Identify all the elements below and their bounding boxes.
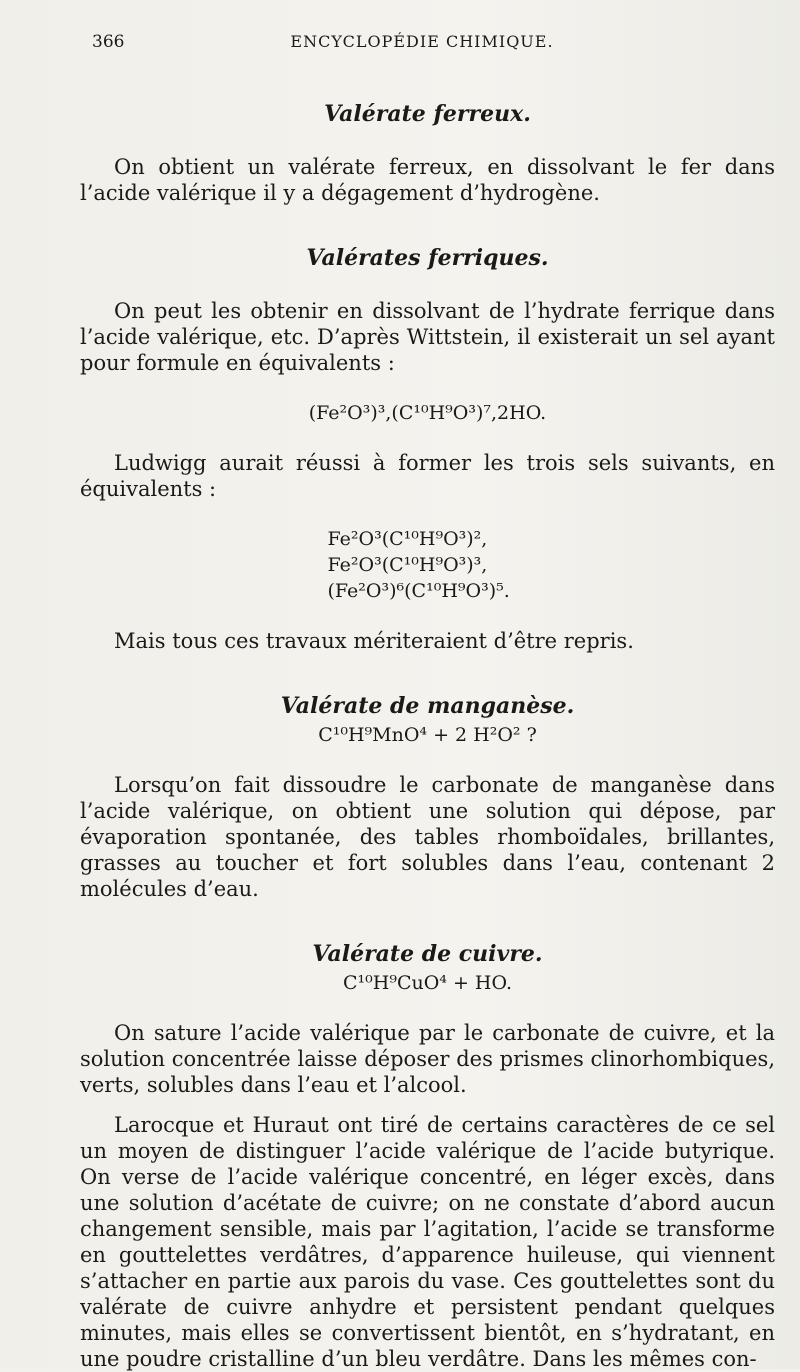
formula-ludwigg-2: Fe²O³(C¹⁰H⁹O³)³, bbox=[327, 554, 488, 576]
running-title: ENCYCLOPÉDIE CHIMIQUE. bbox=[290, 32, 554, 51]
section-title-valerate-ferreux: Valérate ferreux. bbox=[324, 101, 531, 127]
paragraph-repris: Mais tous ces travaux mériteraient d’être repris. bbox=[114, 629, 634, 653]
paragraph-ludwigg: Ludwigg aurait réussi à former les trois sels suivants, en équivalents : bbox=[80, 451, 775, 501]
section-title-valerates-ferriques: Valérates ferriques. bbox=[306, 245, 549, 271]
formula-ludwigg-1: Fe²O³(C¹⁰H⁹O³)², bbox=[327, 528, 488, 550]
formula-manganese: C¹⁰H⁹MnO⁴ + 2 H²O² ? bbox=[318, 724, 537, 746]
page-header bbox=[92, 32, 752, 58]
paragraph-cuivre-1: On sature l’acide valérique par le carbonate de cuivre, et la solution concentrée laisse déposer des prismes clinorhombiques, verts, solubles dans l’eau et l’alcool. bbox=[80, 1021, 775, 1097]
paragraph-ferreux: On obtient un valérate ferreux, en dissolvant le fer dans l’acide valérique il y a dégagement d’hydrogène. bbox=[80, 155, 775, 205]
formula-ludwigg-3: (Fe²O³)⁶(C¹⁰H⁹O³)⁵. bbox=[327, 580, 510, 602]
formula-cuivre: C¹⁰H⁹CuO⁴ + HO. bbox=[343, 972, 512, 994]
paragraph-ferriques-intro: On peut les obtenir en dissolvant de l’hydrate ferrique dans l’acide valérique, etc. D’après Wittstein, il existerait un sel ayant pour formule en équivalents : bbox=[80, 299, 775, 375]
page-body bbox=[80, 98, 775, 1372]
paragraph-cuivre-2: Larocque et Huraut ont tiré de certains caractères de ce sel un moyen de distinguer l’acide valérique de l’acide butyrique. On verse de l’acide valérique concentré, en léger excès, dans une solution d’acétate de cuivre; on ne constate d’abord aucun changement sensible, mais par l’agitation, l’acide se transforme en gouttelettes verdâtres, d’apparence huileuse, qui viennent s’attacher en partie aux parois du vase. Ces gouttelettes sont du valérate de cuivre anhydre et persistent pendant quelques minutes, mais elles se convertissent bientôt, en s’hydratant, en une poudre cristalline d’un bleu verdâtre. Dans les mêmes con- bbox=[80, 1113, 775, 1371]
section-title-valerate-manganese: Valérate de manganèse. bbox=[280, 693, 575, 719]
paragraph-manganese: Lorsqu’on fait dissoudre le carbonate de manganèse dans l’acide valérique, on obtient une solution qui dépose, par évaporation spontanée, des tables rhomboïdales, brillantes, grasses au toucher et fort solubles dans l’eau, contenant 2 molécules d’eau. bbox=[80, 773, 775, 901]
section-title-valerate-cuivre: Valérate de cuivre. bbox=[312, 941, 543, 967]
page-number: 366 bbox=[92, 32, 125, 52]
formula-wittstein: (Fe²O³)³,(C¹⁰H⁹O³)⁷,2HO. bbox=[308, 402, 547, 424]
formula-list-ludwigg bbox=[328, 526, 528, 604]
